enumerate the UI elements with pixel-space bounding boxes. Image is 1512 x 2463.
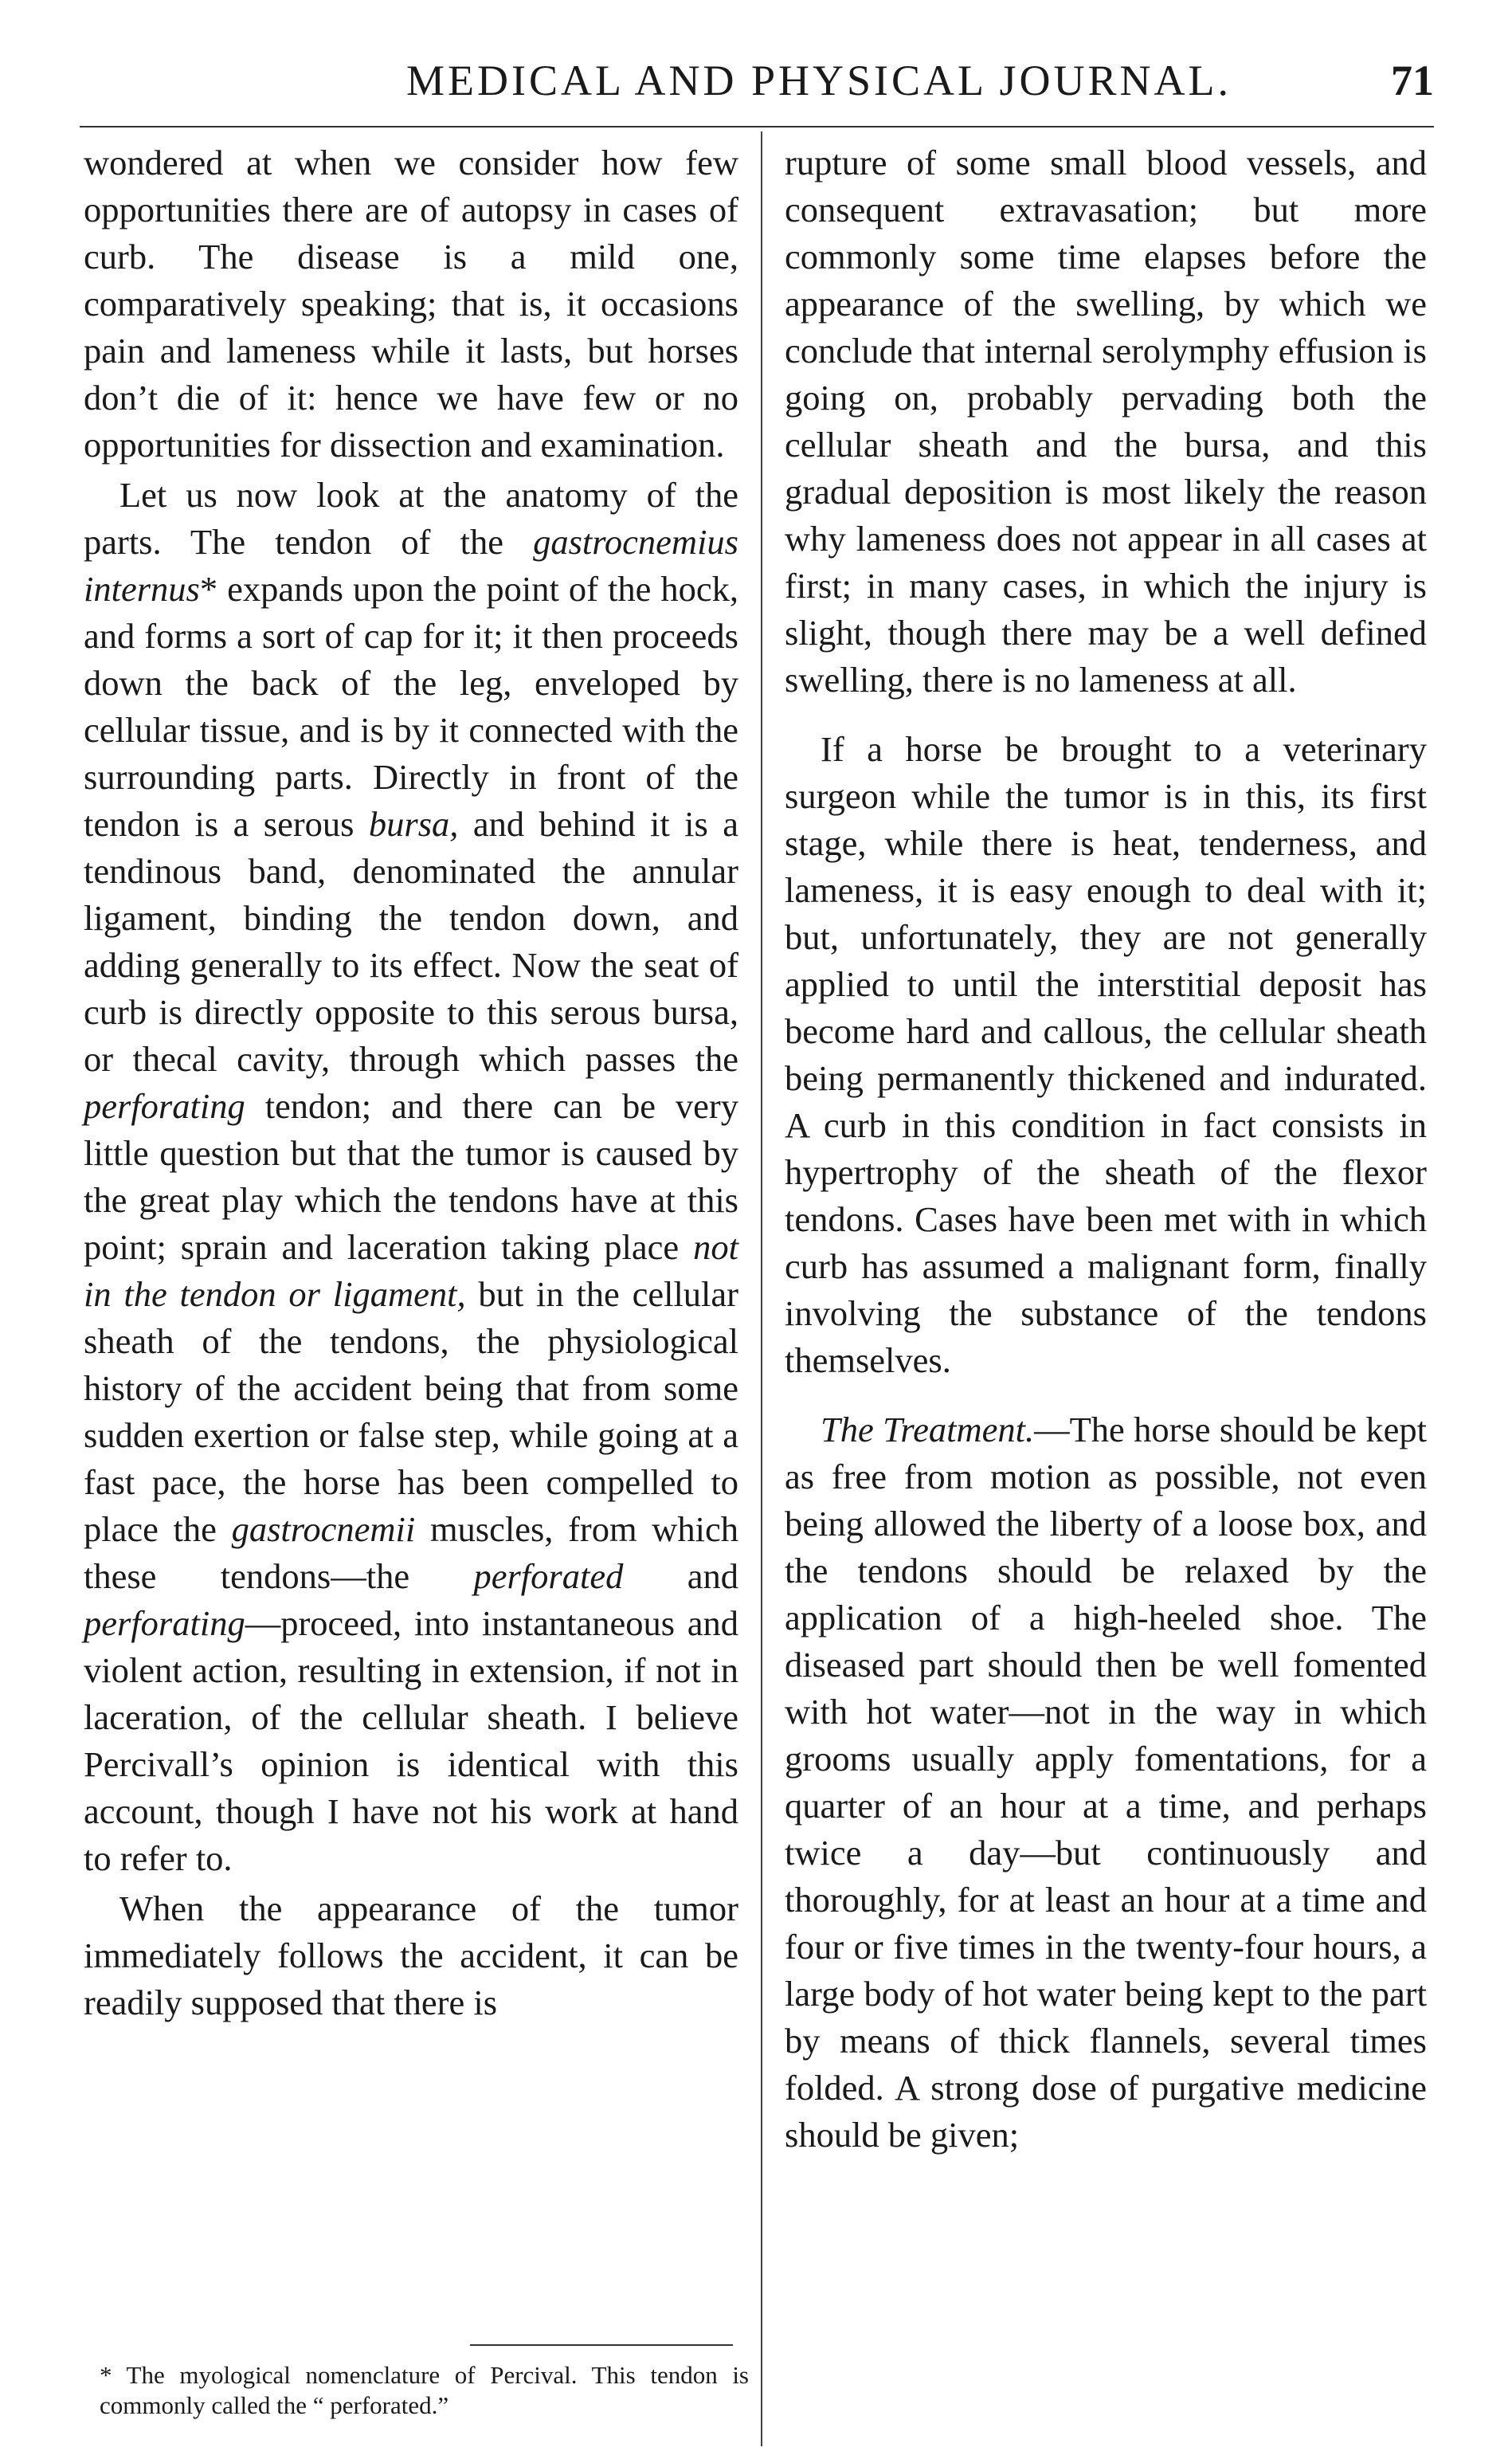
- text-run: but in the cellular sheath of the tendons, the physiological history of the accident being that from some sudden exertion or false step, while going at a fast pace, the horse has been compelled to place the: [84, 1274, 738, 1549]
- right-paragraph-2: If a horse be brought to a veterinary surgeon while the tumor is in this, its first stage, while there is heat, tenderness, and lameness, it is easy enough to deal with it; but, unfortunately, they are not generally applied to until the interstitial deposit has become hard and callous, the cellular sheath being permanently thickened and indurated. A curb in this condition in fact consists in hypertrophy of the sheath of the flexor tendons. Cases have been met with in which curb has assumed a malignant form, finally involving the substance of the tendons themselves.: [785, 729, 1427, 1380]
- italic-term: bursa,: [368, 804, 459, 844]
- italic-term: perforated: [473, 1556, 624, 1596]
- footnote: * The myological nomenclature of Percival. This tendon is commonly called the “ perforated.”: [100, 2361, 749, 2419]
- right-paragraph-1: rupture of some small blood vessels, and consequent extravasation; but more commonly some time elapses before the appearance of the swelling, by which we conclude that internal serolymphy effusion is going on, probably pervading both the cellular sheath and the bursa, and this gradual deposition is most likely the reason why lameness does not appear in all cases at first; in many cases, in which the injury is slight, though there may be a well defined swelling, there is no lameness at all.: [785, 143, 1427, 700]
- text-run: —proceed, into instantaneous and violent action, resulting in extension, if not in laceration, of the cellular sheath. I believe Percivall’s opinion is identical with this account, though I have not his work at hand to refer to.: [84, 1603, 738, 1878]
- page-header: [80, 56, 1434, 120]
- left-paragraph-2: [84, 472, 738, 1882]
- italic-term: gastrocnemius internus: [84, 522, 738, 609]
- column-divider: [761, 131, 762, 2446]
- text-run: —The horse should be kept as free from motion as possible, not even being allowed the liberty of a loose box, and the tendons should be relaxed by the application of a high-heeled shoe. The diseased part should then be well fomented with hot water—not in the way in which grooms usually apply fomentations, for a quarter of an hour at a time, and perhaps twice a day—but continuously and thoroughly, for at least an hour at a time and four or five times in the twenty-four hours, a large body of hot water being kept to the part by means of thick flannels, several times folded. A strong dose of purgative medicine should be given;: [785, 1410, 1427, 2155]
- footnote-rule: [470, 2344, 733, 2346]
- text-run: tendon; and there can be very little question but that the tumor is caused by the great play which the tendons have at this point; sprain and laceration taking place: [84, 1086, 738, 1267]
- section-heading: The Treatment.: [821, 1410, 1035, 1449]
- page-number: 71: [1391, 57, 1434, 104]
- text-run: * expands upon the point of the hock, and forms a sort of cap for it; it then proceeds down the back of the leg, enveloped by cellular tissue, and is by it connected with the surrounding parts. Directly in front of the tendon is a serous: [84, 569, 738, 844]
- text-run: and: [623, 1556, 738, 1596]
- left-paragraph-1: wondered at when we consider how few opportunities there are of autopsy in cases of curb. The disease is a mild one, comparatively speaking; that is, it occasions pain and lameness while it lasts, but horses don’t die of it: hence we have few or no opportunities for dissection and examination.: [84, 143, 738, 465]
- right-paragraph-3: [785, 1406, 1427, 2159]
- left-paragraph-3: When the appearance of the tumor immediately follows the accident, it can be readily supposed that there is: [84, 1888, 738, 2022]
- text-run: muscles, from which these tendons—the: [84, 1509, 739, 1596]
- header-rule: [80, 126, 1434, 127]
- italic-term: perforating: [84, 1603, 245, 1643]
- left-column: [84, 139, 738, 2026]
- right-column: [785, 139, 1427, 2159]
- italic-term: gastrocnemii: [231, 1509, 416, 1549]
- italic-term: perforating: [84, 1086, 245, 1126]
- text-run: Let us now look at the anatomy of the parts. The tendon of the: [84, 475, 738, 562]
- italic-term: not in the tendon or ligament,: [84, 1227, 738, 1314]
- text-run: and behind it is a tendinous band, denominated the annular ligament, binding the tendon down, and adding generally to its effect. Now the seat of curb is directly opposite to this serous bursa, or thecal cavity, through which passes the: [84, 804, 738, 1079]
- running-title: MEDICAL AND PHYSICAL JOURNAL.: [406, 57, 1232, 104]
